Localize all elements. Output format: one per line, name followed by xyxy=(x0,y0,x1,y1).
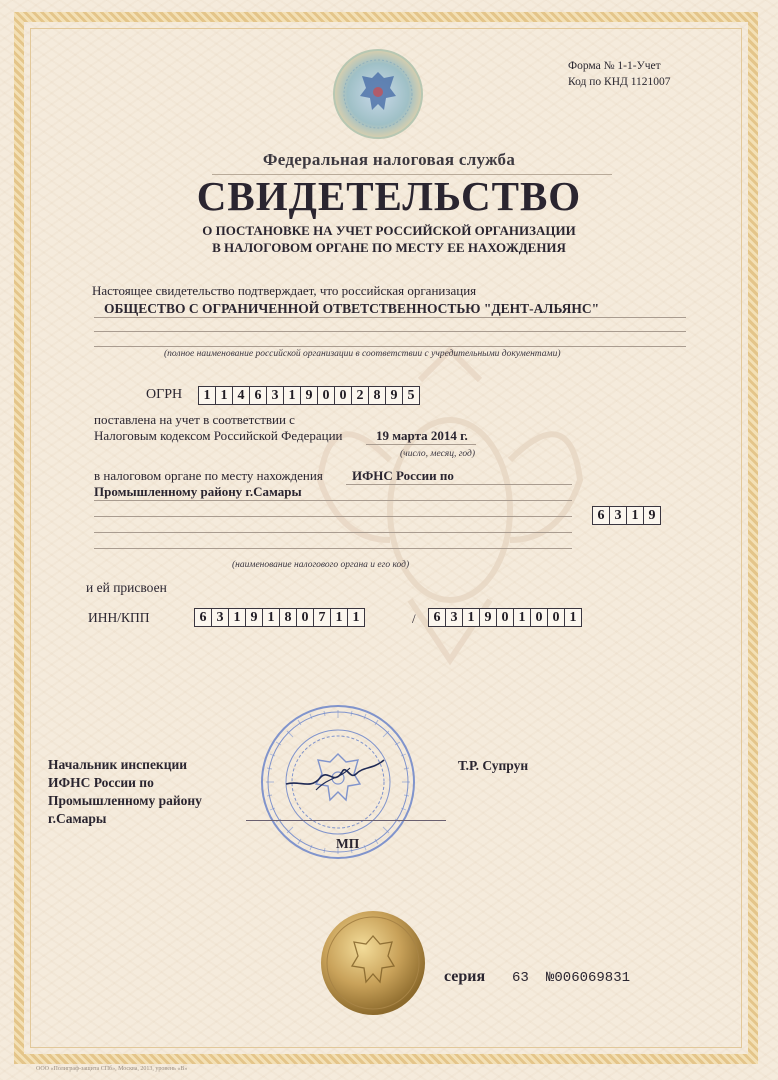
position-line-4: г.Самары xyxy=(48,811,107,826)
inn-digit: 1 xyxy=(331,609,348,626)
ogrn-digit: 9 xyxy=(301,387,318,404)
authority-code-digit: 1 xyxy=(627,507,644,524)
org-name-line-3 xyxy=(94,346,686,347)
kpp-digit: 1 xyxy=(463,609,480,626)
gold-hologram-seal-icon xyxy=(320,910,426,1016)
inn-digit: 1 xyxy=(352,610,360,625)
agency-name: Федеральная налоговая служба xyxy=(262,150,516,169)
registered-text-1: поставлена на учет в соответствии с xyxy=(94,412,295,427)
kpp-digit: 1 xyxy=(569,610,577,625)
kpp-digit: 0 xyxy=(497,609,514,626)
authority-line-1 xyxy=(346,484,572,485)
ogrn-label: ОГРН xyxy=(146,387,183,402)
inn-digit: 1 xyxy=(229,609,246,626)
ogrn-digit: 1 xyxy=(216,387,233,404)
org-name-line-2 xyxy=(94,331,686,332)
authority-caption: (наименование налогового органа и его код) xyxy=(232,560,410,570)
kpp-digit: 0 xyxy=(548,609,565,626)
ogrn-field xyxy=(198,386,420,405)
authority-name-line-1: ИФНС России по xyxy=(352,468,454,483)
ogrn-digit: 5 xyxy=(407,388,415,403)
knd-code: Код по КНД 1121007 xyxy=(568,76,671,88)
position-line-3: Промышленному району xyxy=(48,793,202,808)
registration-date: 19 марта 2014 г. xyxy=(376,428,468,443)
inn-digit: 9 xyxy=(246,609,263,626)
certificate-title: СВИДЕТЕЛЬСТВО xyxy=(196,173,582,219)
inn-field xyxy=(194,608,365,627)
position-line-1: Начальник инспекции xyxy=(48,757,188,772)
authority-line-5 xyxy=(94,548,572,549)
ogrn-digit: 8 xyxy=(369,387,386,404)
assigned-text: и ей присвоен xyxy=(86,580,167,595)
inn-digit: 0 xyxy=(297,609,314,626)
position-line-2: ИФНС России по xyxy=(48,775,154,790)
authority-name-line-2: Промышленному району г.Самары xyxy=(94,484,302,499)
serial-number: №006069831 xyxy=(546,970,631,986)
ogrn-digit: 0 xyxy=(335,387,352,404)
authority-line-3 xyxy=(94,516,572,517)
org-name-line-1 xyxy=(94,317,686,318)
intro-text: Настоящее свидетельство подтверждает, что российская организация xyxy=(92,283,477,298)
date-underline xyxy=(366,444,476,445)
signature-line xyxy=(246,820,446,821)
registered-text-2: Налоговым кодексом Российской Федерации xyxy=(94,428,343,443)
kpp-digit: 0 xyxy=(531,609,548,626)
kpp-digit: 1 xyxy=(514,609,531,626)
ogrn-digit: 9 xyxy=(386,387,403,404)
kpp-digit: 3 xyxy=(446,609,463,626)
mp-label: МП xyxy=(336,836,360,851)
signer-position xyxy=(48,756,202,828)
fns-emblem-icon xyxy=(332,48,424,140)
form-code xyxy=(568,58,671,90)
ogrn-digit: 2 xyxy=(352,387,369,404)
form-number: Форма № 1-1-Учет xyxy=(568,60,661,72)
ogrn-digit: 4 xyxy=(233,387,250,404)
certificate-subtitle xyxy=(0,222,778,256)
series-value: 63 xyxy=(512,970,529,986)
series-label: серия xyxy=(444,968,486,985)
authority-code-digit: 9 xyxy=(648,508,656,523)
handwritten-signature-icon xyxy=(280,750,390,800)
printer-imprint: ООО «Полиграф-защита СПб», Москва, 2013, уровень «В» xyxy=(36,1066,188,1072)
org-name-caption: (полное наименование российской организации в соответствии с учредительными документами) xyxy=(164,349,561,359)
authority-line-4 xyxy=(94,532,572,533)
inn-kpp-label: ИНН/КПП xyxy=(88,610,150,625)
inn-digit: 8 xyxy=(280,609,297,626)
inn-kpp-separator: / xyxy=(412,611,416,626)
ogrn-digit: 0 xyxy=(318,387,335,404)
signer-name: Т.Р. Супрун xyxy=(458,758,529,773)
authority-code-field xyxy=(592,506,661,525)
inn-digit: 1 xyxy=(263,609,280,626)
inn-digit: 7 xyxy=(314,609,331,626)
inn-digit: 6 xyxy=(195,609,212,626)
ogrn-digit: 3 xyxy=(267,387,284,404)
authority-line-2 xyxy=(94,500,572,501)
organization-name: ОБЩЕСТВО С ОГРАНИЧЕННОЙ ОТВЕТСТВЕННОСТЬЮ "ДЕНТ-АЛЬЯНС" xyxy=(104,301,600,316)
kpp-digit: 6 xyxy=(429,609,446,626)
authority-code-digit: 3 xyxy=(610,507,627,524)
subtitle-line-1: О ПОСТАНОВКЕ НА УЧЕТ РОССИЙСКОЙ ОРГАНИЗАЦИИ xyxy=(202,223,576,238)
kpp-digit: 9 xyxy=(480,609,497,626)
kpp-field xyxy=(428,608,582,627)
date-caption: (число, месяц, год) xyxy=(400,449,476,459)
ogrn-digit: 1 xyxy=(199,387,216,404)
ogrn-digit: 1 xyxy=(284,387,301,404)
authority-label: в налоговом органе по месту нахождения xyxy=(94,468,323,483)
authority-code-digit: 6 xyxy=(593,507,610,524)
subtitle-line-2: В НАЛОГОВОМ ОРГАНЕ ПО МЕСТУ ЕЕ НАХОЖДЕНИЯ xyxy=(212,240,566,255)
inn-digit: 3 xyxy=(212,609,229,626)
ogrn-digit: 6 xyxy=(250,387,267,404)
